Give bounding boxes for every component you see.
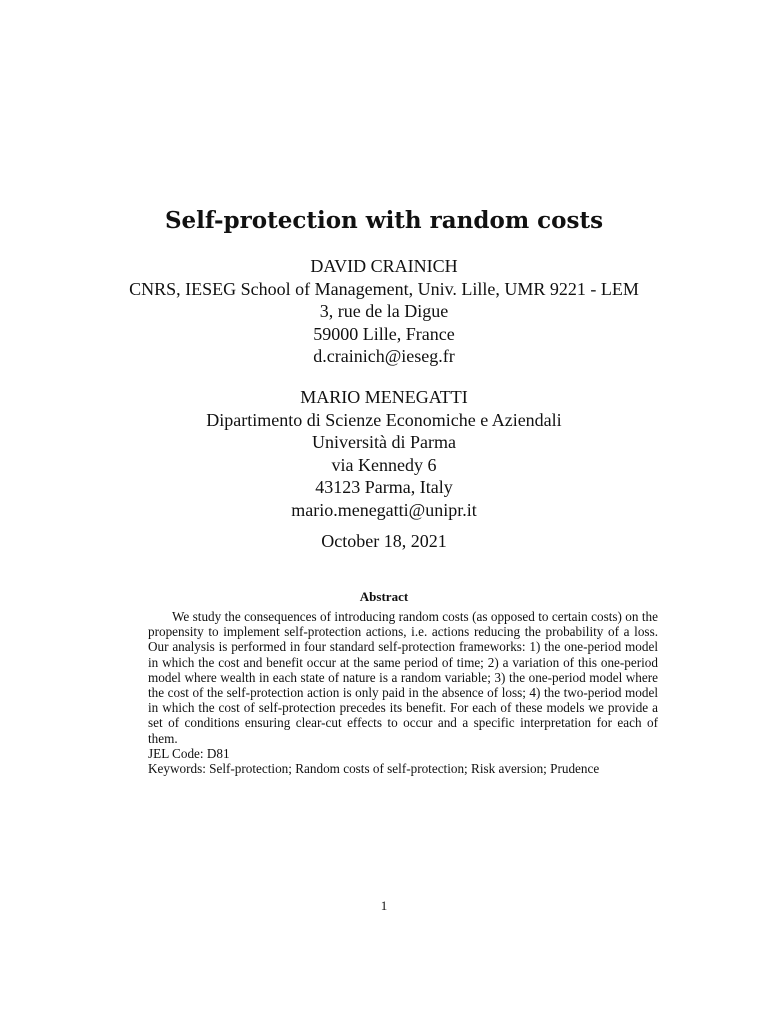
author-city-line: 59000 Lille, France xyxy=(313,323,455,344)
author-affiliation-line: Dipartimento di Scienze Economiche e Aziendali xyxy=(206,409,562,430)
author-city-line: 43123 Parma, Italy xyxy=(315,477,453,497)
author-name: MARIO MENEGATTI xyxy=(300,387,468,407)
abstract-body: We study the consequences of introducing random costs (as opposed to certain costs) on the propensity to implement self-protection actions, i.e. actions reducing the probability of a loss. Our analysis is performed in four standard self-protection frameworks: 1) the one-period model in which the cost and benefit occur at the same period of time; 2) a variation of this one-period model where wealth in each state of nature is a random variable; 3) the one-period model where the cost of the self-protection action is only paid in the absence of loss; 4) the two-period model in which the cost of self-protection precedes its benefit. For each of these models we provide a set of conditions ensuring clear-cut effects to occur and a specific interpretation for each of them. xyxy=(148,609,658,746)
author-address-line: via Kennedy 6 xyxy=(331,454,437,475)
author-affiliation-line: CNRS, IESEG School of Management, Univ. Lille, UMR 9221 - LEM xyxy=(129,278,639,299)
author-name: DAVID CRAINICH xyxy=(310,256,458,276)
author-email: mario.menegatti@unipr.it xyxy=(291,499,477,520)
keywords: Keywords: Self-protection; Random costs of self-protection; Risk aversion; Prudence xyxy=(148,761,600,777)
page-number: 1 xyxy=(380,898,388,913)
author-address-line: 3, rue de la Digue xyxy=(319,301,449,321)
author-block-crainich xyxy=(0,255,768,368)
author-block-menegatti xyxy=(0,386,768,521)
author-university-line: Università di Parma xyxy=(312,432,456,452)
paper-date: October 18, 2021 xyxy=(321,531,447,551)
jel-code: JEL Code: D81 xyxy=(148,745,230,761)
author-email: d.crainich@ieseg.fr xyxy=(313,346,455,366)
paper-title: Self-protection with random costs xyxy=(164,207,604,234)
abstract-heading: Abstract xyxy=(359,589,409,604)
abstract-section xyxy=(148,609,658,776)
